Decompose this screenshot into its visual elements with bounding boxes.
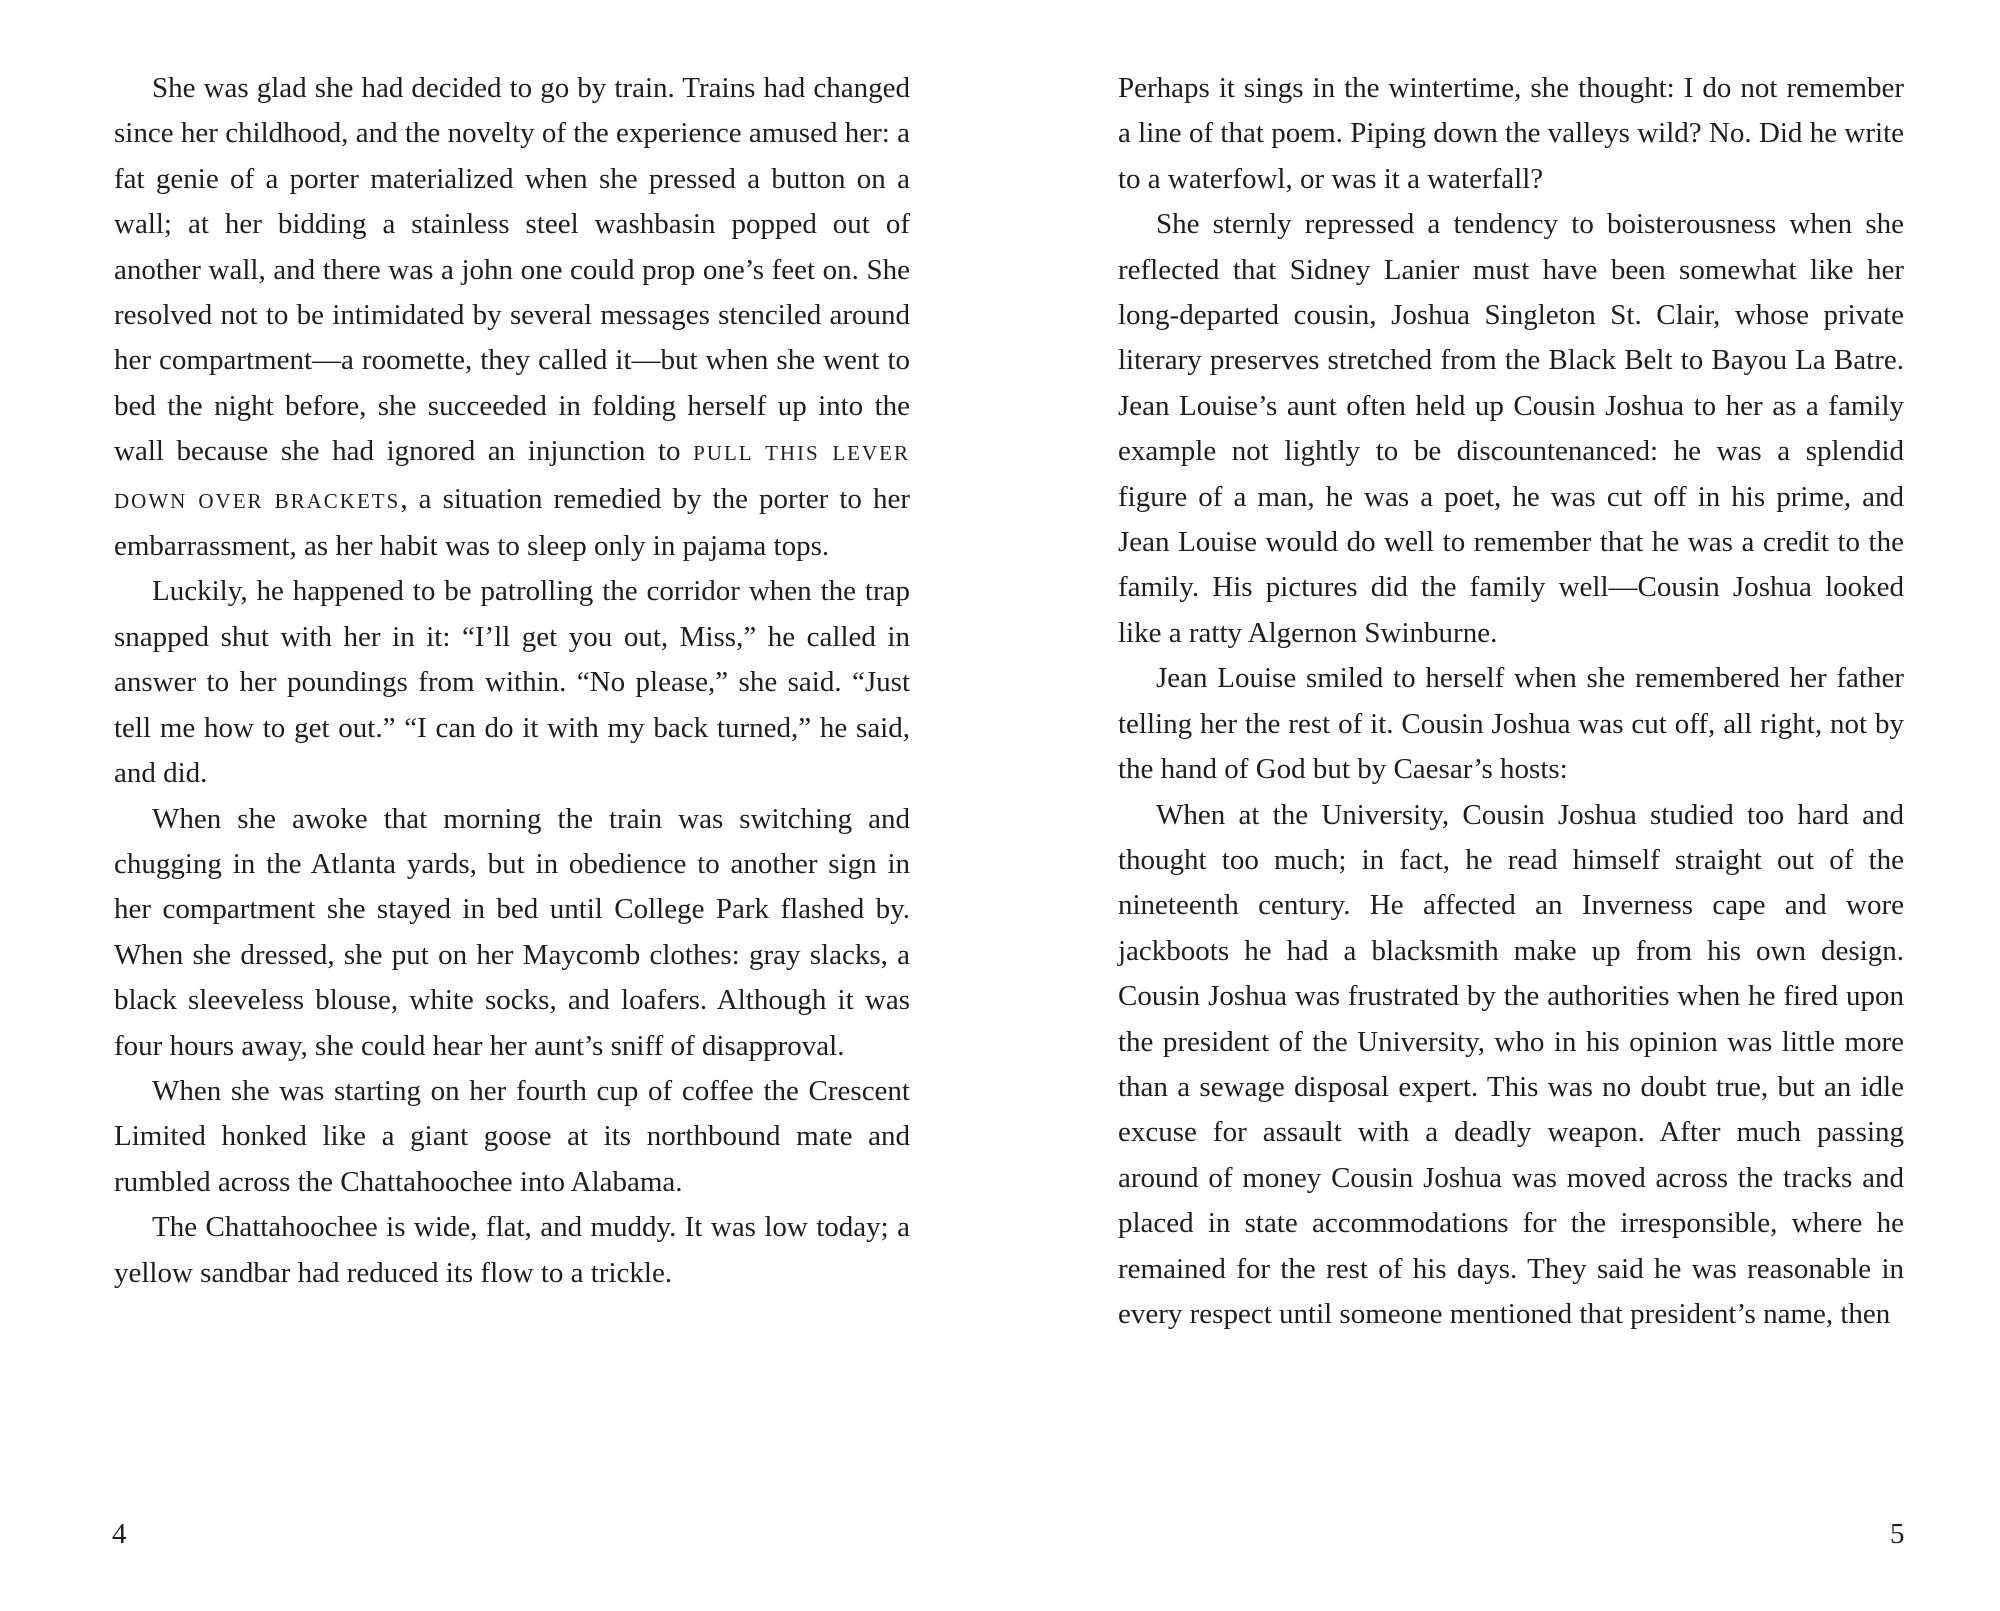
page-number-right: 5 xyxy=(1890,1518,1905,1550)
left-page xyxy=(114,66,910,1296)
paragraph: Jean Louise smiled to herself when she remembered her father telling her the rest of it. Cousin Joshua was cut off, all right, not by the hand of God but by Caesar’s hosts: xyxy=(1118,662,1904,786)
paragraph: When at the University, Cousin Joshua studied too hard and thought too much; in fact, he read himself straight out of the nineteenth century. He affected an Inverness cape and wore jackboots he had a blacksmith make up from his own design. Cousin Joshua was frustrated by the authorities when he fired upon the president of the University, who in his opinion was little more than a sewage disposal expert. This was no doubt true, but an idle excuse for assault with a deadly weapon. After much passing around of money Cousin Joshua was moved across the tracks and placed in state accommodations for the irresponsible, where he remained for the rest of his days. They said he was reasonable in every respect until someone mentioned that president’s name, then xyxy=(1118,798,1904,1330)
paragraph: The Chattahoochee is wide, flat, and muddy. It was low today; a yellow sandbar had reduced its flow to a trickle. xyxy=(114,1211,910,1289)
paragraph-continued: Perhaps it sings in the wintertime, she thought: I do not remember a line of that poem. Piping down the valleys wild? No. Did he write to a waterfowl, or was it a waterfall? xyxy=(1118,72,1904,195)
right-page xyxy=(1118,66,1904,1337)
smallcaps-sign-text: PULL THIS LEVER DOWN OVER BRACKETS xyxy=(114,441,910,513)
paragraph: Luckily, he happened to be patrolling the corridor when the trap snapped shut with her in it: “I’ll get you out, Miss,” he called in answer to her poundings from within. “No please,” she said. “Just tell me how to get out.” “I can do it with my back turned,” he said, and did. xyxy=(114,575,910,790)
paragraph: She sternly repressed a tendency to boisterousness when she reflected that Sidney Lanier must have been somewhat like her long-departed cousin, Joshua Singleton St. Clair, whose private literary preserves stretched from the Black Belt to Bayou La Batre. Jean Louise’s aunt often held up Cousin Joshua to her as a family example not lightly to be discountenanced: he was a splendid figure of a man, he was a poet, he was cut off in his prime, and Jean Louise would do well to remember that he was a credit to the family. His pictures did the family well—Cousin Joshua looked like a ratty Algernon Swinburne. xyxy=(1118,208,1904,649)
paragraph-text-after-smallcaps: , a situation remedied by the porter to her embarrassment, as her habit was to sleep only in pajama tops. xyxy=(114,482,911,563)
page-number-left: 4 xyxy=(112,1518,127,1550)
paragraph: When she awoke that morning the train was switching and chugging in the Atlanta yards, but in obedience to another sign in her compartment she stayed in bed until College Park flashed by. When she dressed, she put on her Maycomb clothes: gray slacks, a black sleeveless blouse, white socks, and loafers. Although it was four hours away, she could hear her aunt’s sniff of disapproval. xyxy=(114,802,910,1062)
paragraph-text-before-smallcaps: She was glad she had decided to go by train. Trains had changed since her childhood, and the novelty of the experience amused her: a fat genie of a porter materialized when she pressed a button on a wall; at her bidding a stainless steel washbasin popped out of another wall, and there was a john one could prop one’s feet on. She resolved not to be intimidated by several messages stenciled around her compartment—a roomette, they called it—but when she went to bed the night before, she succeeded in folding herself up into the wall because she had ignored an injunction to xyxy=(114,72,910,468)
paragraph: When she was starting on her fourth cup of coffee the Crescent Limited honked like a giant goose at its northbound mate and rumbled across the Chattahoochee into Alabama. xyxy=(114,1074,910,1198)
paragraph xyxy=(114,66,910,569)
